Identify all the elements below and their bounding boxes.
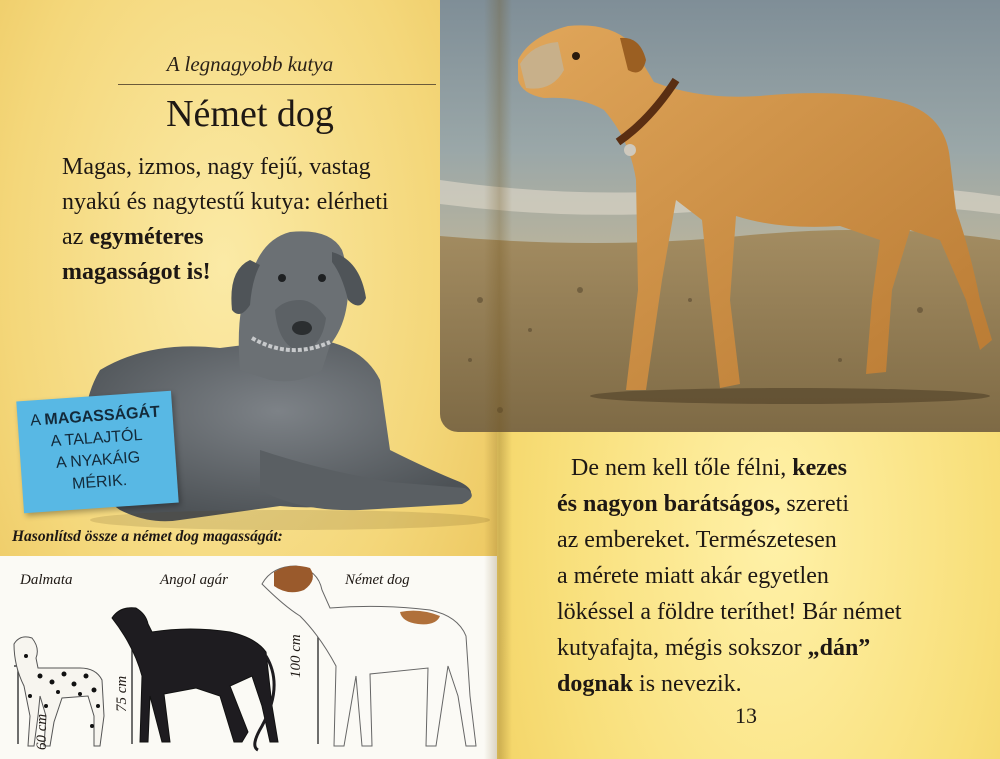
fawn-great-dane-image [440, 0, 1000, 432]
breed-label-dalmatian: Dalmata [20, 572, 73, 588]
intro-bold-2: magasságot is! [62, 259, 211, 285]
title-divider [118, 84, 436, 85]
page-number: 13 [735, 703, 757, 728]
left-page [0, 0, 497, 759]
body-line-2: és nagyon barátságos, szereti [557, 491, 849, 517]
height-label-dalmatian: 60 cm [34, 713, 50, 750]
note-line-1: A MAGASSÁGÁT [29, 403, 161, 430]
intro-line-2: nyakú és nagytestű kutya: elérheti [62, 189, 389, 215]
greyhound-figure [112, 608, 278, 750]
body-line-6: kutyafajta, mégis sokszor „dán” [557, 635, 871, 661]
intro-line-3: az egyméteres [62, 224, 204, 250]
page-subtitle: A legnagyobb kutya [166, 52, 334, 76]
beach-great-dane-photo [440, 0, 1000, 432]
measurement-note [16, 391, 178, 514]
body-line-1: De nem kell tőle félni, kezes [571, 455, 847, 481]
page-title: Német dog [166, 93, 334, 135]
right-paragraph [557, 450, 987, 702]
intro-bold-1: egyméteres [89, 224, 204, 250]
note-line-2: A TALAJTÓL [50, 426, 143, 451]
body-line-4: a mérete miatt akár egyetlen [557, 563, 829, 589]
breed-label-great-dane: Német dog [345, 572, 410, 588]
comparison-heading: Hasonlítsd össze a német dog magasságát: [12, 528, 283, 545]
intro-line-1: Magas, izmos, nagy fejű, vastag [62, 154, 371, 180]
note-line-4: MÉRIK. [71, 472, 128, 493]
height-label-great-dane: 100 cm [288, 634, 304, 678]
height-label-greyhound: 75 cm [114, 675, 130, 712]
note-line-3: A NYAKÁIG [55, 449, 141, 472]
comparison-panel [0, 556, 497, 759]
breed-label-greyhound: Angol agár [160, 572, 228, 588]
dalmatian-figure [14, 637, 104, 746]
body-line-7: dognak is nevezik. [557, 671, 742, 697]
body-line-5: lökéssel a földre teríthet! Bár német [557, 599, 902, 625]
body-line-3: az embereket. Természetesen [557, 527, 837, 553]
height-scale-lines [0, 556, 497, 759]
